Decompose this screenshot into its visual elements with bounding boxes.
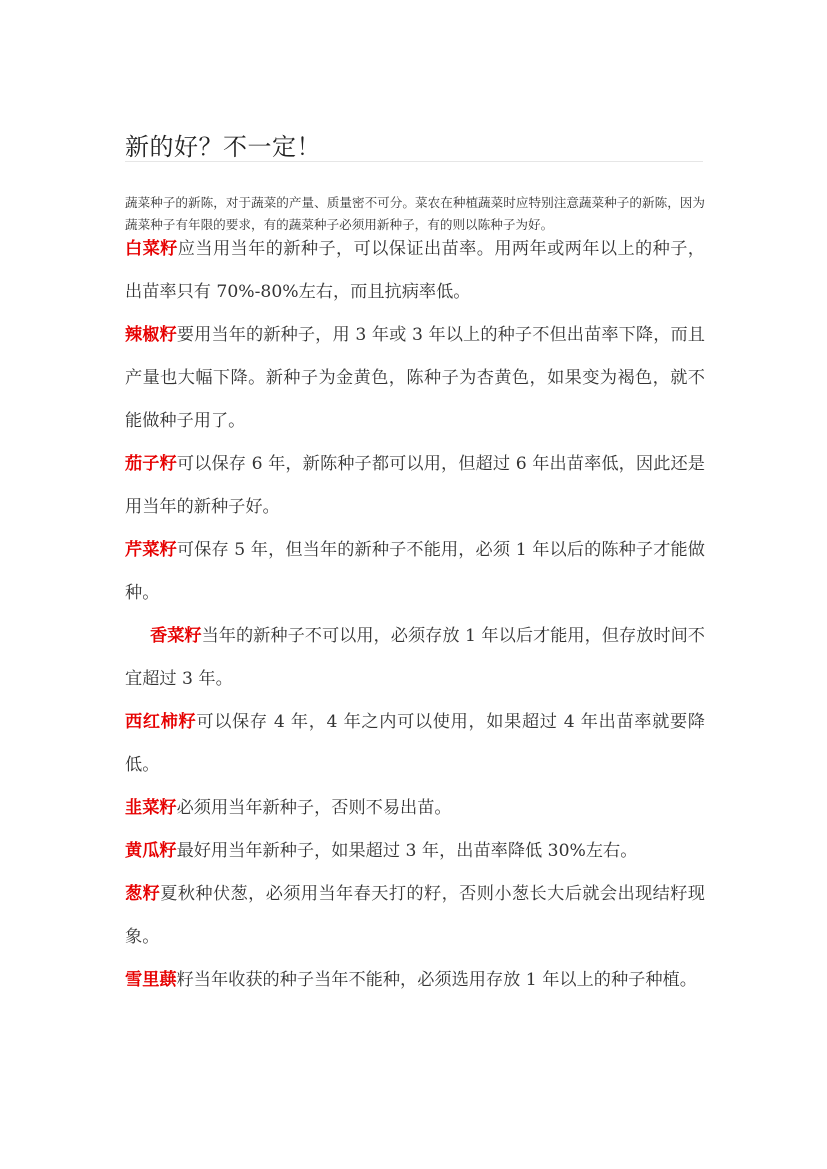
seed-description: 可保存 5 年，但当年的新种子不能用，必须 1 年以后的陈种子才能做种。 xyxy=(125,540,705,603)
seed-entry-chive xyxy=(125,787,705,830)
seed-entry-list xyxy=(125,228,705,1002)
seed-entry-pepper xyxy=(125,314,705,443)
seed-description: 应当用当年的新种子，可以保证出苗率。用两年或两年以上的种子，出苗率只有 70%-80%左右，而且抗病率低。 xyxy=(125,239,705,302)
seed-entry-coriander xyxy=(125,615,705,701)
seed-entry-scallion xyxy=(125,873,705,959)
seed-name: 芹菜籽 xyxy=(125,540,177,560)
seed-name: 雪里蕻 xyxy=(125,970,177,990)
seed-name: 葱籽 xyxy=(125,884,161,904)
seed-entry-cabbage xyxy=(125,228,705,314)
seed-description: 可以保存 6 年，新陈种子都可以用，但超过 6 年出苗率低，因此还是用当年的新种子好。 xyxy=(125,454,705,517)
seed-description: 籽当年收获的种子当年不能种，必须选用存放 1 年以上的种子种植。 xyxy=(176,970,697,990)
seed-name: 黄瓜籽 xyxy=(125,841,177,861)
seed-name: 韭菜籽 xyxy=(125,798,177,818)
seed-name: 辣椒籽 xyxy=(125,325,177,345)
seed-description: 要用当年的新种子，用 3 年或 3 年以上的种子不但出苗率下降，而且产量也大幅下降。新种子为金黄色，陈种子为杏黄色，如果变为褐色，就不能做种子用了。 xyxy=(125,325,705,431)
title-divider xyxy=(125,161,703,162)
seed-entry-tomato xyxy=(125,701,705,787)
seed-name: 茄子籽 xyxy=(125,454,177,474)
seed-entry-eggplant xyxy=(125,443,705,529)
seed-description: 最好用当年新种子，如果超过 3 年，出苗率降低 30%左右。 xyxy=(176,841,638,861)
seed-description: 必须用当年新种子，否则不易出苗。 xyxy=(176,798,452,818)
article-title: 新的好？不一定！ xyxy=(125,133,321,162)
seed-description: 夏秋种伏葱，必须用当年春天打的籽，否则小葱长大后就会出现结籽现象。 xyxy=(125,884,705,947)
seed-name: 西红柿籽 xyxy=(125,712,197,732)
seed-entry-cucumber xyxy=(125,830,705,873)
seed-entry-celery xyxy=(125,529,705,615)
seed-entry-mustard-greens xyxy=(125,959,705,1002)
seed-name: 白菜籽 xyxy=(125,239,178,259)
seed-description: 可以保存 4 年，4 年之内可以使用，如果超过 4 年出苗率就要降低。 xyxy=(125,712,705,775)
article-intro: 蔬菜种子的新陈，对于蔬菜的产量、质量密不可分。菜农在种植蔬菜时应特别注意蔬菜种子的新陈，因为蔬菜种子有年限的要求，有的蔬菜种子必须用新种子，有的则以陈种子为好。 xyxy=(125,194,705,232)
seed-description: 当年的新种子不可以用，必须存放 1 年以后才能用，但存放时间不宜超过 3 年。 xyxy=(125,626,705,689)
seed-name: 香菜籽 xyxy=(150,626,202,646)
